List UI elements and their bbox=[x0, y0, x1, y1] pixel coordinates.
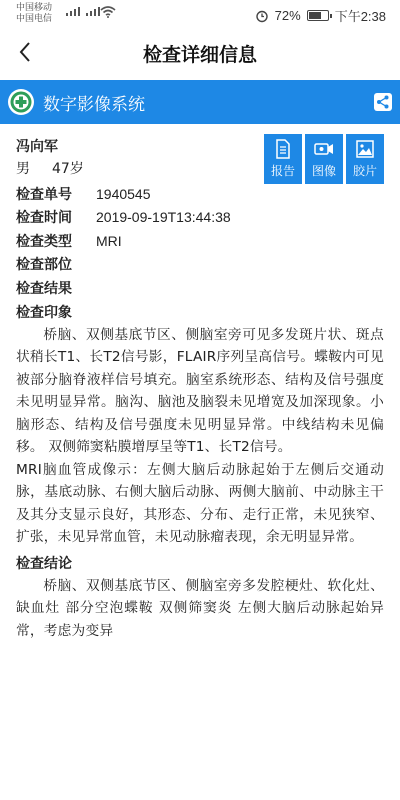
exam-details bbox=[0, 124, 400, 642]
page-title: 检查详细信息 bbox=[142, 44, 257, 66]
impression-paragraph-1: 桥脑、双侧基底节区、侧脑室旁可见多发斑片状、斑点状稍长T1、长T2信号影，FLAIR序列呈高信号。蝶鞍内可见被部分脑脊液样信号填充。脑室系统形态、结构及信号强度未见明显异常。脑沟、脑池及脑裂未见增宽及加深现象。小脑形态、结构及信号强度未见明显异常。中线结构未见偏移。 双侧筛窦粘膜增厚呈等T1、长T2信号。 bbox=[16, 326, 384, 455]
report-label: 报告 bbox=[270, 164, 295, 178]
impression-paragraph-2: MRI脑血管成像示：左侧大脑后动脉起始于左侧后交通动脉，基底动脉、右侧大脑后动脉、两侧大脑前、中动脉主干及其分支显示良好，其形态、分布、走行正常，未见狭窄、扩张，未见异常血管，未见动脉瘤表现，余无明显异常。 bbox=[16, 461, 384, 545]
hospital-logo-icon bbox=[7, 88, 35, 116]
exam-type-value: MRI bbox=[96, 232, 122, 249]
battery-percent: 72% bbox=[274, 8, 301, 23]
navigation-bar bbox=[0, 28, 400, 78]
conclusion-label: 检查结论 bbox=[16, 555, 72, 572]
system-title: 数字影像系统 bbox=[43, 95, 145, 115]
wifi-icon bbox=[100, 6, 116, 18]
image-label: 图像 bbox=[311, 164, 336, 178]
battery-icon bbox=[307, 10, 329, 21]
carrier-info bbox=[16, 2, 52, 24]
clock: 下午2:38 bbox=[334, 9, 386, 24]
exam-site-row bbox=[16, 253, 384, 277]
exam-time-label: 检查时间 bbox=[16, 210, 72, 227]
alarm-icon bbox=[255, 9, 269, 23]
carrier-2: 中国电信 bbox=[16, 13, 53, 23]
share-icon[interactable] bbox=[374, 93, 392, 111]
exam-number-row bbox=[16, 182, 384, 206]
status-bar bbox=[0, 0, 400, 28]
exam-number-label: 检查单号 bbox=[16, 186, 72, 203]
patient-age: 47岁 bbox=[52, 161, 84, 177]
patient-name: 冯向军 bbox=[16, 139, 58, 155]
exam-time-value: 2019-09-19T13:44:38 bbox=[96, 209, 231, 226]
patient-gender: 男 bbox=[16, 161, 30, 177]
exam-type-label: 检查类型 bbox=[16, 233, 72, 250]
patient-demographics bbox=[16, 158, 384, 182]
carrier-1: 中国移动 bbox=[16, 2, 53, 12]
conclusion-text: 桥脑、双侧基底节区、侧脑室旁多发腔梗灶、软化灶、缺血灶 部分空泡蝶鞍 双侧筛窦炎 左侧大脑后动脉起始异常，考虑为变异 bbox=[16, 577, 384, 639]
exam-number-value: 1940545 bbox=[96, 185, 151, 202]
status-right bbox=[255, 6, 386, 25]
signal-icon bbox=[66, 7, 80, 16]
exam-result-row bbox=[16, 276, 384, 300]
exam-time-row bbox=[16, 206, 384, 230]
exam-result-label: 检查结果 bbox=[16, 280, 72, 297]
system-header bbox=[0, 80, 400, 124]
signal-2-icon bbox=[86, 7, 100, 16]
exam-type-row bbox=[16, 229, 384, 253]
film-label: 胶片 bbox=[352, 164, 377, 178]
impression-label: 检查印象 bbox=[16, 304, 72, 321]
exam-site-label: 检查部位 bbox=[16, 257, 72, 274]
